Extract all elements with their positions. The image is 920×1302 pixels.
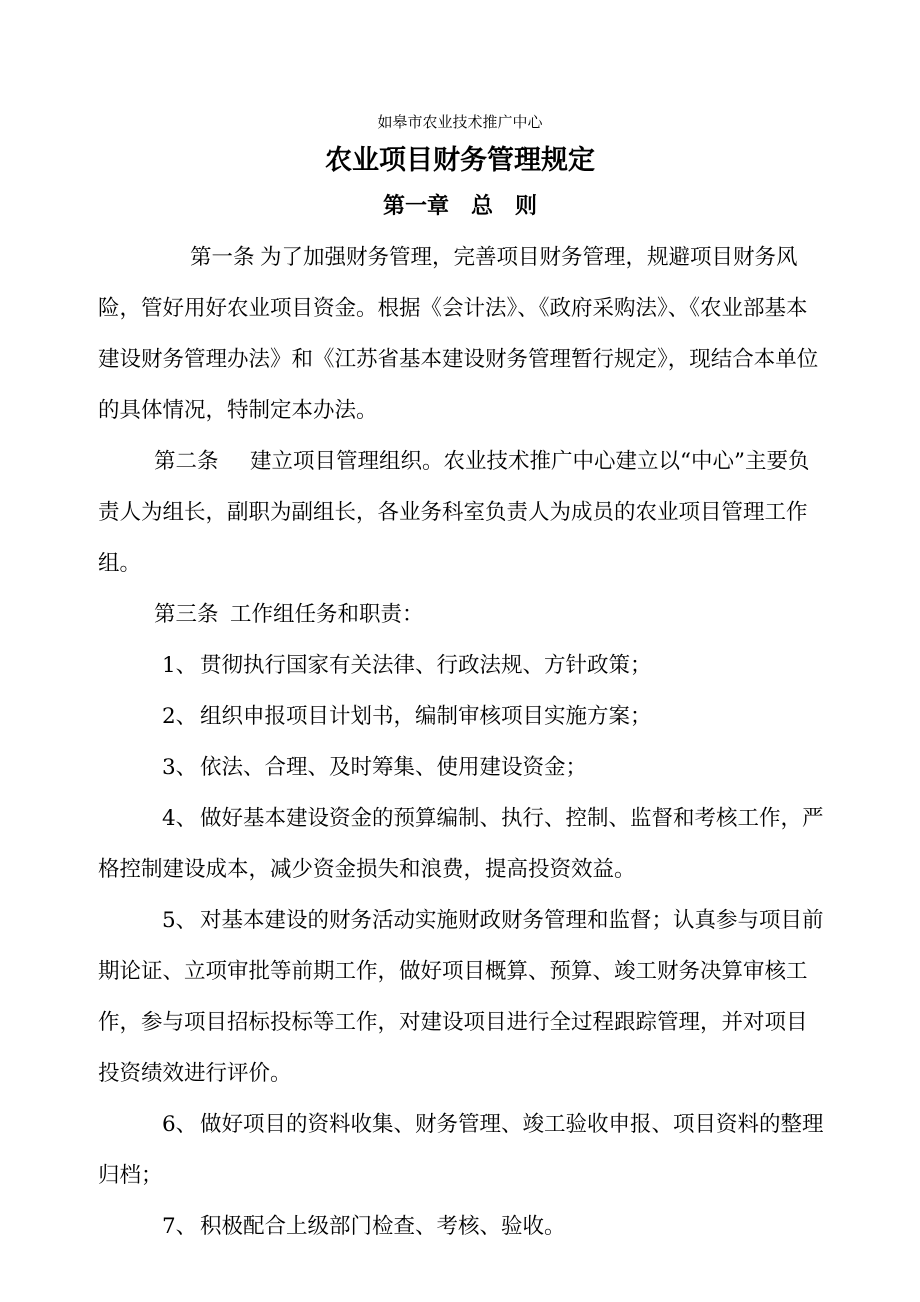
list-item-text: 依法、合理、及时筹集、使用建设资金； — [200, 755, 588, 780]
list-item-text: 对基本建设的财务活动实施财政财务管理和监督；认真参与项目前期论证、立项审批等前期工作，做好项目概算、预算、竣工财务决算审核工作，参与项目招标投标等工作，对建设项目进行全过程跟踪管理，并对项目投资绩效进行评价。 — [98, 908, 824, 1086]
list-item-number: 1、 — [162, 653, 198, 678]
article-2-label: 第二条 — [154, 449, 219, 474]
article-3-label: 第三条 — [154, 602, 219, 627]
list-item-number: 6、 — [162, 1112, 198, 1137]
document-body — [98, 232, 828, 1252]
list-item-text: 积极配合上级部门检查、考核、验收。 — [200, 1214, 566, 1239]
list-item-number: 3、 — [162, 755, 198, 780]
organization-name: 如皋市农业技术推广中心 — [377, 113, 543, 131]
list-item-3 — [98, 742, 828, 793]
list-item-text: 做好基本建设资金的预算编制、执行、控制、监督和考核工作，严格控制建设成本，减少资金损失和浪费，提高投资效益。 — [98, 806, 824, 882]
chapter-title: 总 则 — [471, 194, 538, 219]
list-item-number: 5、 — [162, 908, 198, 933]
list-item-7 — [98, 1201, 828, 1252]
list-item-5 — [98, 895, 828, 1099]
article-1-text: 为了加强财务管理，完善项目财务管理，规避项目财务风险，管好用好农业项目资金。根据《会计法》、《政府采购法》、《农业部基本建设财务管理办法》和《江苏省基本建设财务管理暂行规定》，现结合本单位的具体情况，特制定本办法。 — [98, 245, 819, 423]
article-3-text: 工作组任务和职责： — [230, 602, 424, 627]
article-3 — [98, 589, 828, 640]
chapter-number: 第一章 — [382, 194, 449, 219]
article-2-text: 建立项目管理组织。农业技术推广中心建立以“中心”主要负责人为组长，副职为副组长，各业务科室负责人为成员的农业项目管理工作组。 — [98, 449, 810, 576]
list-item-number: 4、 — [162, 806, 198, 831]
list-item-text: 组织申报项目计划书，编制审核项目实施方案； — [200, 704, 652, 729]
list-item-text: 做好项目的资料收集、财务管理、竣工验收申报、项目资料的整理归档； — [98, 1112, 824, 1188]
list-item-text: 贯彻执行国家有关法律、行政法规、方针政策； — [200, 653, 652, 678]
article-1-label: 第一条 — [190, 245, 255, 270]
list-item-4 — [98, 793, 828, 895]
chapter-heading — [0, 190, 920, 224]
list-item-6 — [98, 1099, 828, 1201]
list-item-number: 7、 — [162, 1214, 198, 1239]
list-item-1 — [98, 640, 828, 691]
article-1 — [98, 232, 828, 436]
list-item-number: 2、 — [162, 704, 198, 729]
article-2 — [98, 436, 828, 589]
list-item-2 — [98, 691, 828, 742]
document-title: 农业项目财务管理规定 — [325, 145, 595, 176]
